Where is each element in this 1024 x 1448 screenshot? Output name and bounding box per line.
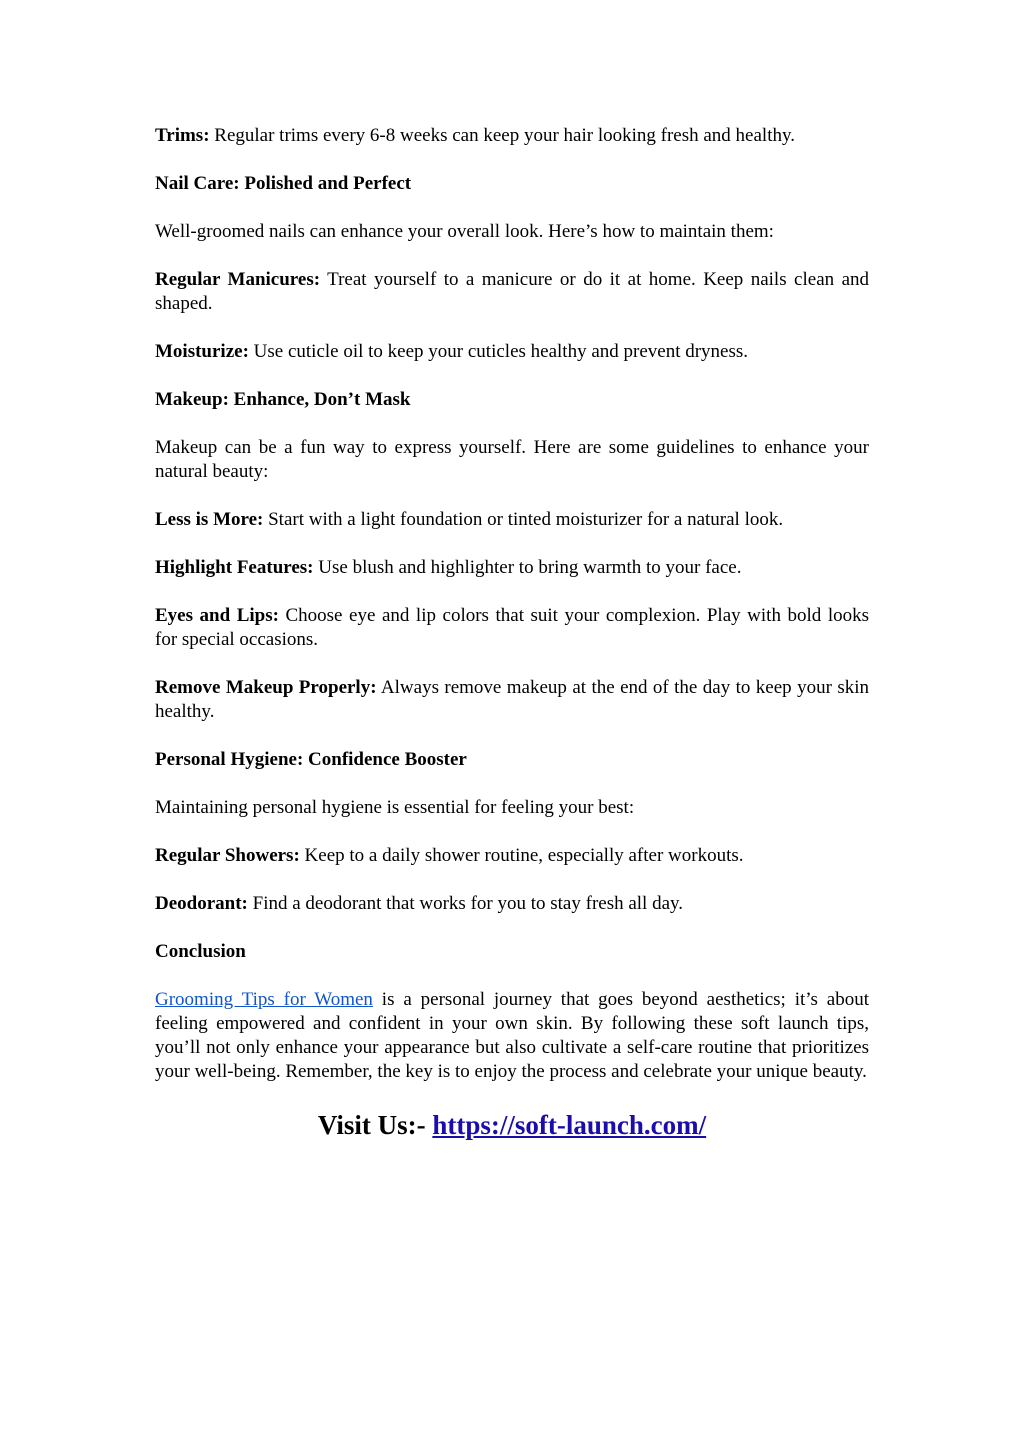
- eyes-lips-text: Choose eye and lip colors that suit your complexion. Play with bold looks for special occasions.: [155, 605, 869, 650]
- deodorant-term: Deodorant:: [155, 893, 248, 914]
- conclusion-paragraph: [155, 988, 869, 1084]
- highlight-text: Use blush and highlighter to bring warmth to your face.: [313, 557, 742, 578]
- conclusion-text: is a personal journey that goes beyond aesthetics; it’s about feeling empowered and confident in your own skin. By following these soft launch tips, you’ll not only enhance your appearance but also cultivate a self-care routine that prioritizes your well-being. Remember, the key is to enjoy the process and celebrate your unique beauty.: [155, 989, 870, 1082]
- highlight-paragraph: [155, 556, 869, 580]
- less-is-more-term: Less is More:: [155, 509, 264, 530]
- nail-care-heading: Nail Care: Polished and Perfect: [155, 173, 412, 194]
- manicures-term: Regular Manicures:: [155, 269, 321, 290]
- nail-care-intro: Well-groomed nails can enhance your overall look. Here’s how to maintain them:: [155, 221, 774, 242]
- highlight-term: Highlight Features:: [155, 557, 314, 578]
- manicures-text: Treat yourself to a manicure or do it at home. Keep nails clean and shaped.: [155, 269, 869, 314]
- hygiene-intro: Maintaining personal hygiene is essential for feeling your best:: [155, 797, 635, 818]
- less-is-more-text: Start with a light foundation or tinted moisturizer for a natural look.: [263, 509, 784, 530]
- moisturize-text: Use cuticle oil to keep your cuticles healthy and prevent dryness.: [248, 341, 749, 362]
- remove-makeup-text: Always remove makeup at the end of the day to keep your skin healthy.: [155, 677, 870, 722]
- visit-us-label: Visit Us:-: [317, 1110, 433, 1140]
- less-is-more-paragraph: [155, 508, 869, 532]
- trims-paragraph: [155, 124, 869, 148]
- makeup-heading: Makeup: Enhance, Don’t Mask: [155, 389, 411, 410]
- website-link[interactable]: https://soft-launch.com/: [432, 1110, 707, 1140]
- manicures-paragraph: [155, 268, 869, 316]
- deodorant-text: Find a deodorant that works for you to stay fresh all day.: [247, 893, 684, 914]
- deodorant-paragraph: [155, 892, 869, 916]
- makeup-intro: Makeup can be a fun way to express yourself. Here are some guidelines to enhance your natural beauty:: [155, 437, 869, 482]
- remove-makeup-term: Remove Makeup Properly:: [155, 677, 377, 698]
- showers-paragraph: [155, 844, 869, 868]
- visit-us-line: [155, 1108, 869, 1142]
- trims-text: Regular trims every 6-8 weeks can keep your hair looking fresh and healthy.: [209, 125, 795, 146]
- grooming-tips-link[interactable]: Grooming Tips for Women: [155, 989, 373, 1010]
- moisturize-paragraph: [155, 340, 869, 364]
- document-page: [155, 124, 869, 1142]
- conclusion-heading: Conclusion: [155, 941, 246, 962]
- remove-makeup-paragraph: [155, 676, 869, 724]
- showers-text: Keep to a daily shower routine, especially after workouts.: [299, 845, 744, 866]
- trims-term: Trims:: [155, 125, 210, 146]
- moisturize-term: Moisturize:: [155, 341, 249, 362]
- hygiene-heading: Personal Hygiene: Confidence Booster: [155, 749, 467, 770]
- eyes-lips-term: Eyes and Lips:: [155, 605, 279, 626]
- eyes-lips-paragraph: [155, 604, 869, 652]
- showers-term: Regular Showers:: [155, 845, 300, 866]
